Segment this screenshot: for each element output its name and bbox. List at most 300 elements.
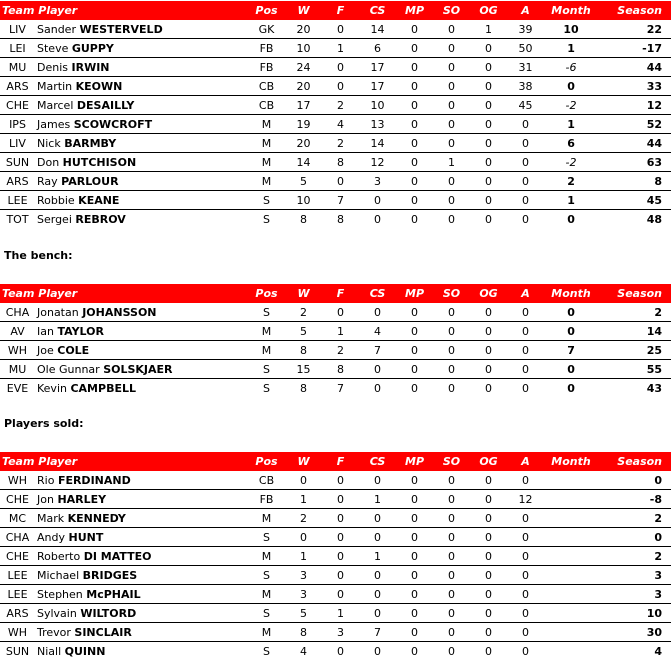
season-cell: 43: [598, 379, 671, 398]
player-cell: [35, 490, 248, 509]
so-cell: 1: [433, 153, 470, 172]
f-cell: 8: [322, 210, 359, 229]
team-cell: MC: [0, 509, 35, 528]
table-row: [0, 360, 671, 379]
so-cell: 0: [433, 191, 470, 210]
pos-cell: GK: [248, 20, 285, 39]
header-row: [0, 284, 671, 303]
a-cell: 0: [507, 528, 544, 547]
a-cell: 38: [507, 77, 544, 96]
month-cell: 0: [544, 322, 598, 341]
season-cell: 48: [598, 210, 671, 229]
player-last-name: KENNEDY: [68, 512, 126, 525]
pos-cell: S: [248, 191, 285, 210]
player-cell: [35, 341, 248, 360]
sold-section: [0, 452, 671, 660]
pos-cell: M: [248, 585, 285, 604]
player-cell: [35, 115, 248, 134]
player-last-name: COLE: [57, 344, 89, 357]
table-row: [0, 20, 671, 39]
table-row: [0, 191, 671, 210]
season-cell: 4: [598, 642, 671, 660]
so-cell: 0: [433, 604, 470, 623]
w-cell: 3: [285, 585, 322, 604]
team-cell: MU: [0, 58, 35, 77]
season-cell: 0: [598, 471, 671, 490]
player-last-name: SCOWCROFT: [74, 118, 152, 131]
player-first-name: Robbie: [37, 194, 78, 207]
so-cell: 0: [433, 360, 470, 379]
w-cell: 2: [285, 303, 322, 322]
og-cell: 0: [470, 547, 507, 566]
season-cell: 0: [598, 528, 671, 547]
player-cell: [35, 322, 248, 341]
player-cell: [35, 58, 248, 77]
cs-cell: 0: [359, 528, 396, 547]
cs-cell: 1: [359, 547, 396, 566]
f-cell: 0: [322, 77, 359, 96]
table-row: [0, 585, 671, 604]
w-cell: 15: [285, 360, 322, 379]
player-cell: [35, 604, 248, 623]
a-cell: 0: [507, 604, 544, 623]
pos-cell: M: [248, 547, 285, 566]
player-last-name: CAMPBELL: [70, 382, 136, 395]
player-last-name: TAYLOR: [57, 325, 104, 338]
player-first-name: Michael: [37, 569, 83, 582]
a-cell: 0: [507, 303, 544, 322]
f-cell: 2: [322, 134, 359, 153]
a-cell: 39: [507, 20, 544, 39]
player-last-name: REBROV: [75, 213, 125, 226]
player-last-name: HUTCHISON: [63, 156, 137, 169]
mp-cell: 0: [396, 360, 433, 379]
f-cell: 2: [322, 341, 359, 360]
og-cell: 0: [470, 77, 507, 96]
pos-cell: M: [248, 172, 285, 191]
cs-cell: 17: [359, 58, 396, 77]
og-cell: 0: [470, 39, 507, 58]
so-cell: 0: [433, 96, 470, 115]
table-row: [0, 322, 671, 341]
f-cell: 0: [322, 172, 359, 191]
player-first-name: Nick: [37, 137, 64, 150]
a-cell: 0: [507, 623, 544, 642]
w-cell: 14: [285, 153, 322, 172]
f-cell: 7: [322, 191, 359, 210]
team-cell: LIV: [0, 134, 35, 153]
a-cell: 0: [507, 585, 544, 604]
mp-cell: 0: [396, 77, 433, 96]
player-first-name: James: [37, 118, 74, 131]
player-last-name: DESAILLY: [77, 99, 134, 112]
so-cell: 0: [433, 77, 470, 96]
header-season: Season: [598, 452, 671, 471]
header-og: OG: [470, 284, 507, 303]
month-cell: [544, 490, 598, 509]
player-cell: [35, 528, 248, 547]
season-cell: 33: [598, 77, 671, 96]
pos-cell: S: [248, 642, 285, 660]
cs-cell: 17: [359, 77, 396, 96]
player-first-name: Jonatan: [37, 306, 82, 319]
mp-cell: 0: [396, 134, 433, 153]
w-cell: 0: [285, 528, 322, 547]
header-cs: CS: [359, 452, 396, 471]
team-cell: LIV: [0, 20, 35, 39]
cs-cell: 0: [359, 566, 396, 585]
month-cell: [544, 642, 598, 660]
mp-cell: 0: [396, 210, 433, 229]
team-cell: TOT: [0, 210, 35, 229]
table-row: [0, 77, 671, 96]
pos-cell: M: [248, 341, 285, 360]
player-last-name: PARLOUR: [61, 175, 118, 188]
a-cell: 0: [507, 153, 544, 172]
header-row: [0, 452, 671, 471]
month-cell: -6: [544, 58, 598, 77]
mp-cell: 0: [396, 322, 433, 341]
mp-cell: 0: [396, 191, 433, 210]
season-cell: 52: [598, 115, 671, 134]
a-cell: 0: [507, 191, 544, 210]
month-cell: -2: [544, 96, 598, 115]
table-row: [0, 623, 671, 642]
season-cell: 44: [598, 134, 671, 153]
so-cell: 0: [433, 39, 470, 58]
sold-table: [0, 452, 671, 660]
table-row: [0, 153, 671, 172]
w-cell: 1: [285, 490, 322, 509]
mp-cell: 0: [396, 20, 433, 39]
w-cell: 1: [285, 547, 322, 566]
table-row: [0, 96, 671, 115]
mp-cell: 0: [396, 528, 433, 547]
header-so: SO: [433, 284, 470, 303]
player-last-name: QUINN: [65, 645, 106, 658]
cs-cell: 12: [359, 153, 396, 172]
w-cell: 5: [285, 322, 322, 341]
header-f: F: [322, 452, 359, 471]
w-cell: 20: [285, 20, 322, 39]
cs-cell: 0: [359, 642, 396, 660]
mp-cell: 0: [396, 341, 433, 360]
f-cell: 0: [322, 490, 359, 509]
player-cell: [35, 134, 248, 153]
table-row: [0, 379, 671, 398]
header-og: OG: [470, 1, 507, 20]
player-first-name: Kevin: [37, 382, 70, 395]
team-cell: LEE: [0, 566, 35, 585]
pos-cell: FB: [248, 490, 285, 509]
player-first-name: Denis: [37, 61, 72, 74]
sold-caption: Players sold:: [4, 417, 84, 430]
mp-cell: 0: [396, 566, 433, 585]
player-last-name: McPHAIL: [86, 588, 140, 601]
season-cell: 45: [598, 191, 671, 210]
w-cell: 3: [285, 566, 322, 585]
month-cell: -2: [544, 153, 598, 172]
team-cell: CHE: [0, 547, 35, 566]
header-w: W: [285, 284, 322, 303]
f-cell: 1: [322, 604, 359, 623]
player-cell: [35, 210, 248, 229]
header-a: A: [507, 284, 544, 303]
season-cell: -17: [598, 39, 671, 58]
so-cell: 0: [433, 509, 470, 528]
season-cell: 2: [598, 547, 671, 566]
so-cell: 0: [433, 322, 470, 341]
og-cell: 0: [470, 623, 507, 642]
cs-cell: 7: [359, 341, 396, 360]
player-last-name: WESTERVELD: [79, 23, 162, 36]
player-last-name: DI MATTEO: [84, 550, 152, 563]
table-row: [0, 115, 671, 134]
w-cell: 5: [285, 604, 322, 623]
og-cell: 0: [470, 642, 507, 660]
so-cell: 0: [433, 58, 470, 77]
month-cell: [544, 604, 598, 623]
a-cell: 0: [507, 547, 544, 566]
cs-cell: 3: [359, 172, 396, 191]
cs-cell: 1: [359, 490, 396, 509]
player-first-name: Ian: [37, 325, 57, 338]
cs-cell: 14: [359, 134, 396, 153]
cs-cell: 7: [359, 623, 396, 642]
so-cell: 0: [433, 210, 470, 229]
player-first-name: Joe: [37, 344, 57, 357]
og-cell: 0: [470, 115, 507, 134]
mp-cell: 0: [396, 547, 433, 566]
team-cell: MU: [0, 360, 35, 379]
month-cell: 10: [544, 20, 598, 39]
player-last-name: BARMBY: [64, 137, 116, 150]
so-cell: 0: [433, 341, 470, 360]
season-cell: -8: [598, 490, 671, 509]
header-cs: CS: [359, 1, 396, 20]
og-cell: 0: [470, 585, 507, 604]
so-cell: 0: [433, 547, 470, 566]
w-cell: 10: [285, 39, 322, 58]
so-cell: 0: [433, 172, 470, 191]
season-cell: 25: [598, 341, 671, 360]
player-first-name: Ole Gunnar: [37, 363, 103, 376]
og-cell: 0: [470, 604, 507, 623]
f-cell: 0: [322, 471, 359, 490]
month-cell: [544, 585, 598, 604]
w-cell: 8: [285, 379, 322, 398]
so-cell: 0: [433, 303, 470, 322]
pos-cell: S: [248, 566, 285, 585]
f-cell: 0: [322, 58, 359, 77]
header-so: SO: [433, 1, 470, 20]
w-cell: 24: [285, 58, 322, 77]
og-cell: 0: [470, 379, 507, 398]
month-cell: 0: [544, 77, 598, 96]
a-cell: 31: [507, 58, 544, 77]
mp-cell: 0: [396, 379, 433, 398]
month-cell: [544, 509, 598, 528]
so-cell: 0: [433, 585, 470, 604]
table-row: [0, 490, 671, 509]
cs-cell: 0: [359, 471, 396, 490]
table-row: [0, 471, 671, 490]
w-cell: 20: [285, 77, 322, 96]
a-cell: 0: [507, 341, 544, 360]
month-cell: 0: [544, 210, 598, 229]
so-cell: 0: [433, 623, 470, 642]
table-row: [0, 58, 671, 77]
og-cell: 0: [470, 360, 507, 379]
a-cell: 0: [507, 360, 544, 379]
pos-cell: CB: [248, 471, 285, 490]
pos-cell: S: [248, 360, 285, 379]
so-cell: 0: [433, 642, 470, 660]
header-a: A: [507, 1, 544, 20]
player-cell: [35, 566, 248, 585]
header-cs: CS: [359, 284, 396, 303]
f-cell: 1: [322, 39, 359, 58]
table-row: [0, 303, 671, 322]
team-cell: SUN: [0, 642, 35, 660]
team-cell: ARS: [0, 77, 35, 96]
header-pos: Pos: [248, 452, 285, 471]
a-cell: 12: [507, 490, 544, 509]
player-last-name: KEOWN: [76, 80, 123, 93]
player-first-name: Marcel: [37, 99, 77, 112]
a-cell: 0: [507, 471, 544, 490]
w-cell: 4: [285, 642, 322, 660]
cs-cell: 6: [359, 39, 396, 58]
bench-section: [0, 284, 671, 397]
table-row: [0, 547, 671, 566]
team-cell: ARS: [0, 604, 35, 623]
team-cell: CHE: [0, 490, 35, 509]
player-last-name: GUPPY: [72, 42, 114, 55]
so-cell: 0: [433, 115, 470, 134]
w-cell: 8: [285, 341, 322, 360]
f-cell: 0: [322, 20, 359, 39]
player-first-name: Sergei: [37, 213, 75, 226]
player-last-name: WILTORD: [80, 607, 136, 620]
w-cell: 0: [285, 471, 322, 490]
mp-cell: 0: [396, 96, 433, 115]
pos-cell: CB: [248, 96, 285, 115]
pos-cell: S: [248, 379, 285, 398]
player-last-name: SINCLAIR: [74, 626, 131, 639]
og-cell: 0: [470, 153, 507, 172]
month-cell: 1: [544, 115, 598, 134]
player-cell: [35, 509, 248, 528]
player-first-name: Sander: [37, 23, 79, 36]
a-cell: 0: [507, 322, 544, 341]
player-first-name: Don: [37, 156, 63, 169]
season-cell: 3: [598, 585, 671, 604]
mp-cell: 0: [396, 604, 433, 623]
table-row: [0, 528, 671, 547]
player-last-name: HARLEY: [57, 493, 106, 506]
f-cell: 0: [322, 509, 359, 528]
cs-cell: 0: [359, 379, 396, 398]
month-cell: [544, 566, 598, 585]
og-cell: 0: [470, 172, 507, 191]
so-cell: 0: [433, 528, 470, 547]
player-cell: [35, 471, 248, 490]
cs-cell: 0: [359, 509, 396, 528]
header-team-player: Team Player: [0, 1, 248, 20]
table-row: [0, 509, 671, 528]
a-cell: 50: [507, 39, 544, 58]
player-first-name: Roberto: [37, 550, 84, 563]
player-cell: [35, 585, 248, 604]
header-team-player: Team Player: [0, 452, 248, 471]
player-cell: [35, 39, 248, 58]
month-cell: [544, 547, 598, 566]
team-cell: CHA: [0, 528, 35, 547]
f-cell: 0: [322, 547, 359, 566]
player-cell: [35, 360, 248, 379]
player-first-name: Stephen: [37, 588, 86, 601]
team-cell: EVE: [0, 379, 35, 398]
cs-cell: 14: [359, 20, 396, 39]
player-first-name: Jon: [37, 493, 57, 506]
pos-cell: FB: [248, 58, 285, 77]
a-cell: 0: [507, 509, 544, 528]
f-cell: 0: [322, 566, 359, 585]
header-season: Season: [598, 284, 671, 303]
f-cell: 8: [322, 360, 359, 379]
player-first-name: Ray: [37, 175, 61, 188]
team-cell: CHA: [0, 303, 35, 322]
w-cell: 8: [285, 623, 322, 642]
player-cell: [35, 642, 248, 660]
og-cell: 0: [470, 96, 507, 115]
pos-cell: M: [248, 134, 285, 153]
header-w: W: [285, 1, 322, 20]
player-cell: [35, 303, 248, 322]
season-cell: 14: [598, 322, 671, 341]
starting-team-section: [0, 1, 671, 228]
team-cell: IPS: [0, 115, 35, 134]
month-cell: 1: [544, 39, 598, 58]
month-cell: [544, 528, 598, 547]
season-cell: 3: [598, 566, 671, 585]
f-cell: 0: [322, 303, 359, 322]
table-row: [0, 341, 671, 360]
player-cell: [35, 172, 248, 191]
header-pos: Pos: [248, 1, 285, 20]
w-cell: 2: [285, 509, 322, 528]
og-cell: 0: [470, 191, 507, 210]
header-month: Month: [544, 452, 598, 471]
season-cell: 30: [598, 623, 671, 642]
og-cell: 0: [470, 210, 507, 229]
f-cell: 3: [322, 623, 359, 642]
og-cell: 0: [470, 471, 507, 490]
og-cell: 1: [470, 20, 507, 39]
pos-cell: S: [248, 604, 285, 623]
player-last-name: KEANE: [78, 194, 119, 207]
player-cell: [35, 191, 248, 210]
month-cell: 0: [544, 303, 598, 322]
player-last-name: IRWIN: [72, 61, 110, 74]
a-cell: 0: [507, 172, 544, 191]
cs-cell: 0: [359, 191, 396, 210]
pos-cell: M: [248, 153, 285, 172]
pos-cell: M: [248, 322, 285, 341]
month-cell: 1: [544, 191, 598, 210]
so-cell: 0: [433, 134, 470, 153]
